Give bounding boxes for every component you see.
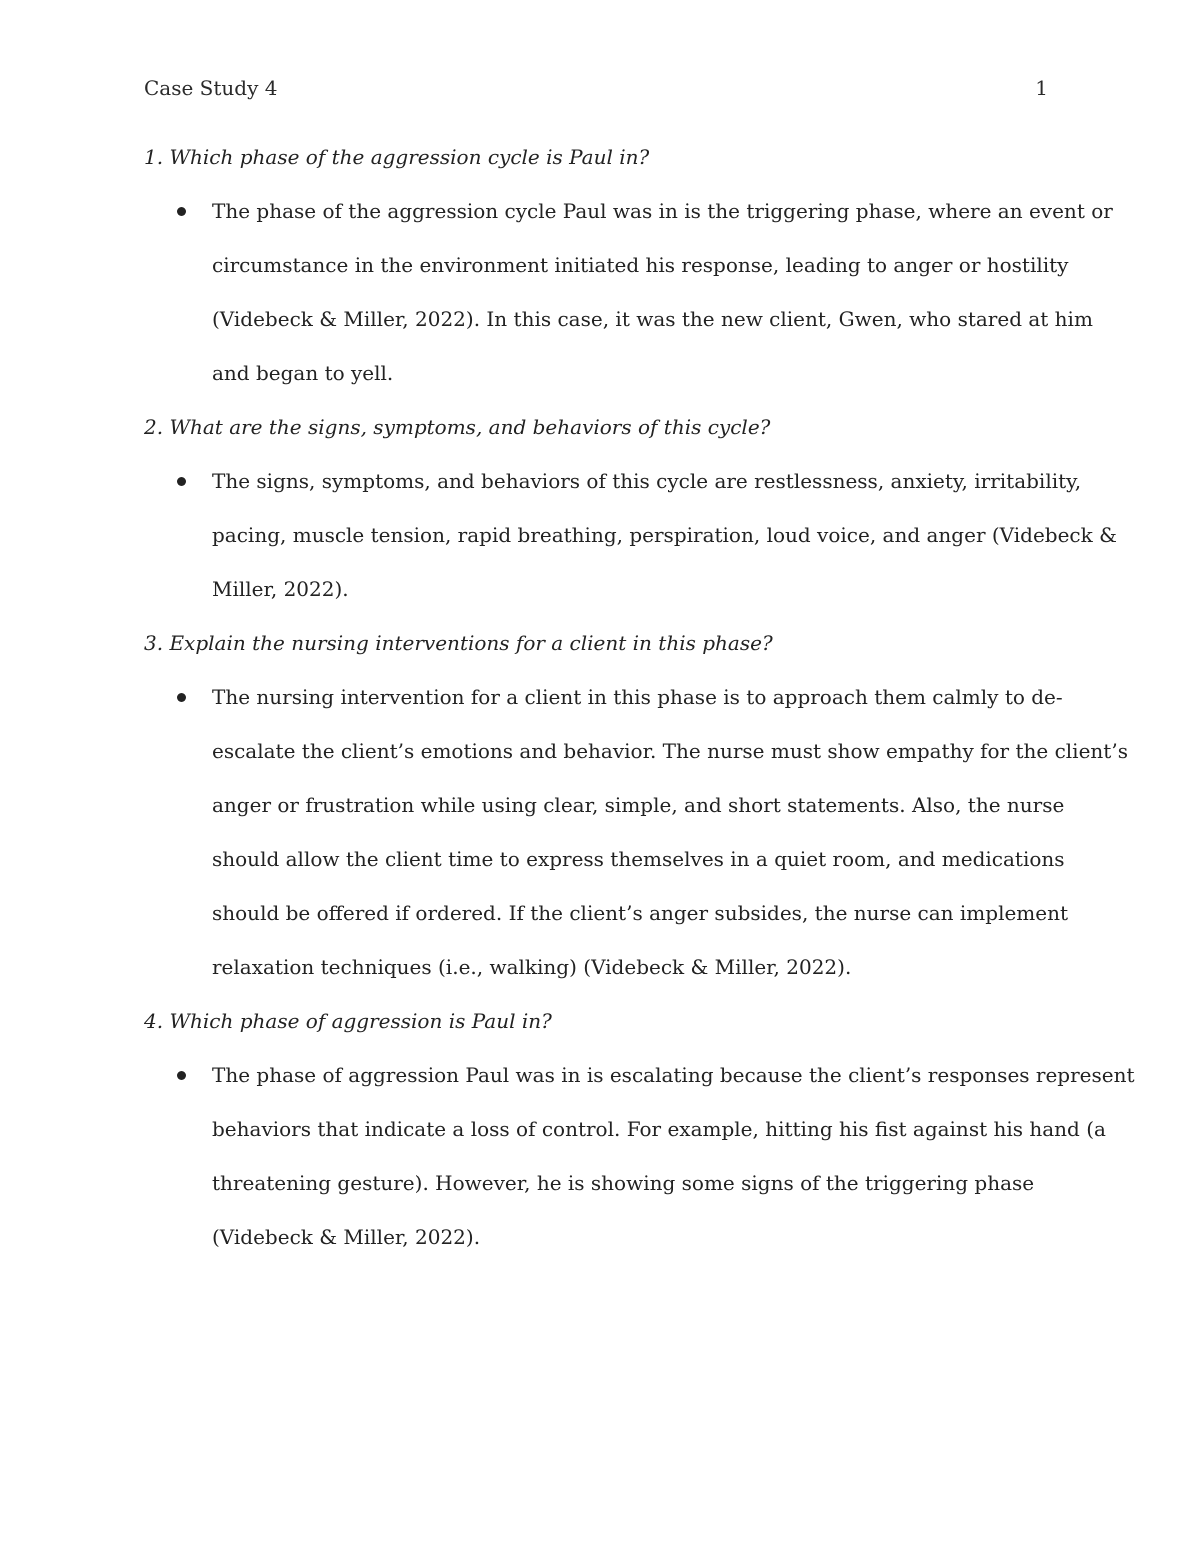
answer-line: (Videbeck & Miller, 2022). In this case, it was the new client, Gwen, who stared at him <box>212 307 1093 331</box>
answer-2 <box>144 454 1117 616</box>
answer-1 <box>144 184 1113 400</box>
qa-section-4 <box>144 994 1135 1264</box>
page-number: 1 <box>1035 76 1048 100</box>
bullet-icon <box>177 207 186 216</box>
answer-line: circumstance in the environment initiated his response, leading to anger or hostility <box>212 253 1069 277</box>
answer-line: and began to yell. <box>212 361 394 385</box>
answer-line: Miller, 2022). <box>212 577 349 601</box>
answer-line: should allow the client time to express themselves in a quiet room, and medications <box>212 847 1065 871</box>
page-header <box>144 72 1056 104</box>
answer-line: The signs, symptoms, and behaviors of this cycle are restlessness, anxiety, irritability, <box>212 469 1082 493</box>
answer-line: behaviors that indicate a loss of control. For example, hitting his fist against his hand (a <box>212 1117 1106 1141</box>
answer-3 <box>144 670 1128 994</box>
answer-line: anger or frustration while using clear, simple, and short statements. Also, the nurse <box>212 793 1065 817</box>
answer-line: should be offered if ordered. If the client’s anger subsides, the nurse can implement <box>212 901 1069 925</box>
answer-line: relaxation techniques (i.e., walking) (Videbeck & Miller, 2022). <box>212 955 852 979</box>
bullet-icon <box>177 1071 186 1080</box>
answer-line: The nursing intervention for a client in this phase is to approach them calmly to de- <box>212 685 1063 709</box>
answer-line: threatening gesture). However, he is showing some signs of the triggering phase <box>212 1171 1035 1195</box>
document-body <box>144 130 1135 1264</box>
bullet-icon <box>177 477 186 486</box>
answer-line: (Videbeck & Miller, 2022). <box>212 1225 481 1249</box>
question-2: 2. What are the signs, symptoms, and behaviors of this cycle? <box>144 415 771 439</box>
answer-4 <box>144 1048 1135 1264</box>
answer-line: escalate the client’s emotions and behavior. The nurse must show empathy for the client’s <box>212 739 1128 763</box>
answer-line: pacing, muscle tension, rapid breathing, perspiration, loud voice, and anger (Videbeck & <box>212 523 1117 547</box>
qa-section-2 <box>144 400 1117 616</box>
running-head: Case Study 4 <box>144 76 278 100</box>
qa-section-3 <box>144 616 1128 994</box>
question-3: 3. Explain the nursing interventions for a client in this phase? <box>144 631 773 655</box>
answer-line: The phase of aggression Paul was in is escalating because the client’s responses represent <box>212 1063 1135 1087</box>
bullet-icon <box>177 693 186 702</box>
question-4: 4. Which phase of aggression is Paul in? <box>144 1009 552 1033</box>
answer-line: The phase of the aggression cycle Paul was in is the triggering phase, where an event or <box>212 199 1113 223</box>
qa-section-1 <box>144 130 1113 400</box>
question-1: 1. Which phase of the aggression cycle is Paul in? <box>144 145 650 169</box>
